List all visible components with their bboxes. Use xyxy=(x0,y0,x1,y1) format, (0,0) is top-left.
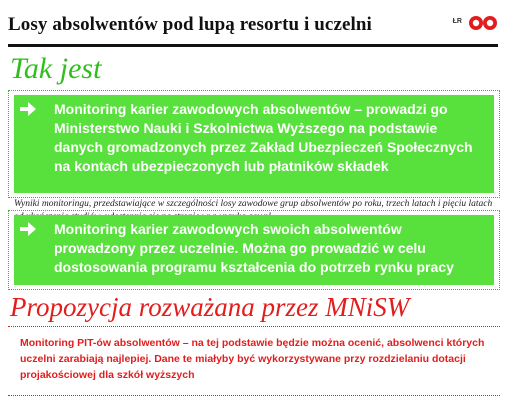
section-heading-current: Tak jest xyxy=(10,52,102,85)
arrow-right-icon xyxy=(20,102,36,116)
current-item-1-text: Monitoring karier zawodowych absolwentów – prowadzi go Ministerstwo Nauki i Szkolnictwa Wyższego na podstawie danych gromadzonych przez Zakład Ubezpieczeń Społecznych na kontach ubezpieczonych lub płatników składek xyxy=(54,101,473,174)
page-title: Losy absolwentów pod lupą resortu i uczelni xyxy=(8,14,372,35)
current-item-2-text: Monitoring karier zawodowych swoich absolwentów prowadzony przez uczelnie. Można go prowadzić w celu dostosowania programu kształcenia do potrzeb rynku pracy xyxy=(54,221,454,275)
publisher-logo-icon xyxy=(468,14,498,32)
author-credit: ŁR xyxy=(452,18,462,25)
current-item-2-bar xyxy=(14,215,494,285)
current-item-1 xyxy=(8,90,500,198)
arrow-right-icon xyxy=(20,222,36,236)
header xyxy=(8,14,498,47)
proposal-text: Monitoring PIT-ów absolwentów – na tej podstawie będzie można ocenić, absolwenci których uczelni zarabiają najlepiej. Dane te miałyby być wykorzystywane przy rozdzielaniu dotacji projakościowej dla szkół wyższych xyxy=(20,337,485,381)
section-heading-proposal: Propozycja rozważana przez MNiSW xyxy=(10,292,410,322)
current-item-2 xyxy=(8,210,500,290)
current-item-1-bar xyxy=(14,95,494,193)
monitoring-note: Wyniki monitoringu, przedstawiające w szczególności losy zawodowe grup absolwentów po roku, trzech latach i pięciu latach xyxy=(14,199,493,209)
proposal-box xyxy=(8,326,500,396)
